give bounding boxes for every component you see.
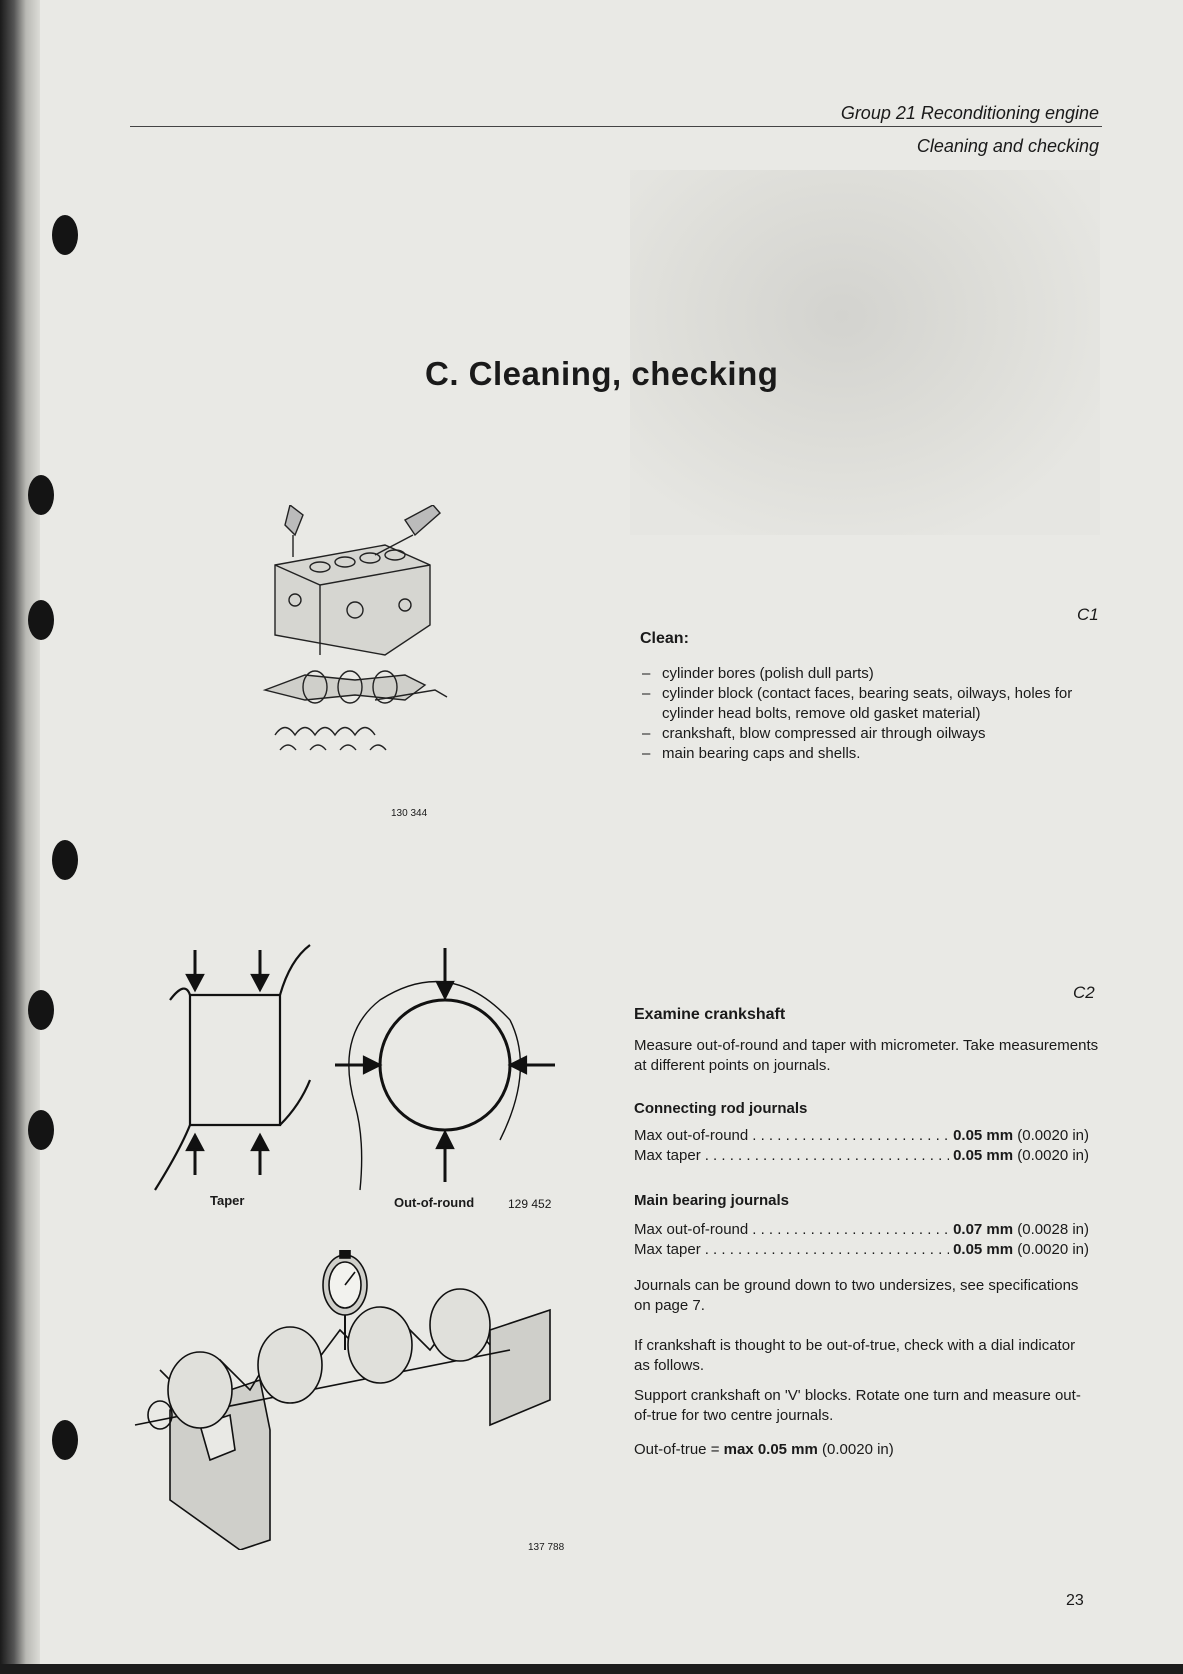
binder-hole: [52, 1420, 78, 1460]
scan-bottom-edge: [0, 1664, 1183, 1674]
binder-hole: [28, 600, 54, 640]
list-item: – cylinder bores (polish dull parts): [636, 664, 1101, 684]
binder-hole: [28, 1110, 54, 1150]
out-of-true-limit: Out-of-true = max 0.05 mm (0.0020 in): [634, 1441, 894, 1458]
measurement-intro: Measure out-of-round and taper with micrometer. Take measurements at different points on journals.: [634, 1037, 1099, 1074]
header-group: Group 21 Reconditioning engine: [840, 103, 1099, 123]
main-bearing-spec-table: [634, 1220, 1089, 1260]
measurement-diagram: [150, 940, 560, 1195]
binder-hole: [28, 475, 54, 515]
out-of-round-caption: Out-of-round: [394, 1195, 475, 1210]
main-bearing-heading: Main bearing journals: [634, 1192, 790, 1209]
binder-hole: [52, 215, 78, 255]
list-item: – cylinder block (contact faces, bearing seats, oilways, holes for cylinder head bolts, remove old gasket material): [636, 684, 1101, 724]
bleed-through-photo: [630, 170, 1100, 535]
clean-list: [636, 664, 1101, 764]
out-of-true-intro: If crankshaft is thought to be out-of-true, check with a dial indicator as follows.: [634, 1337, 1076, 1374]
taper-caption: Taper: [210, 1193, 245, 1208]
examine-crankshaft-heading: Examine crankshaft: [634, 1006, 786, 1023]
engine-block-illustration: [255, 505, 455, 835]
figure-tag-c1: C1: [1077, 605, 1099, 624]
list-item: – crankshaft, blow compressed air through oilways: [636, 724, 1101, 744]
binder-hole: [52, 840, 78, 880]
spec-row: Max out-of-round . . . 0.07 mm (0.0028 in): [634, 1220, 1089, 1240]
undersize-note: Journals can be ground down to two undersizes, see specifications on page 7.: [634, 1277, 1079, 1314]
section-title: C. Cleaning, checking: [425, 355, 779, 392]
conrod-spec-table: [634, 1126, 1089, 1166]
spec-row: Max taper . . . 0.05 mm (0.0020 in): [634, 1146, 1089, 1166]
figure-number: 129 452: [508, 1197, 552, 1211]
clean-heading: Clean:: [640, 630, 689, 647]
page-number: 23: [1066, 1592, 1084, 1609]
conrod-heading: Connecting rod journals: [634, 1100, 808, 1117]
dial-indicator-illustration: [130, 1250, 570, 1550]
page-binding-edge: [0, 0, 40, 1674]
list-item: – main bearing caps and shells.: [636, 744, 1101, 764]
spec-row: Max taper . . . 0.05 mm (0.0020 in): [634, 1240, 1089, 1260]
binder-hole: [28, 990, 54, 1030]
header-section: Cleaning and checking: [916, 136, 1099, 156]
figure-number: 137 788: [528, 1542, 565, 1553]
header-rule: [130, 126, 1102, 127]
support-note: Support crankshaft on 'V' blocks. Rotate one turn and measure out-of-true for two centre journals.: [634, 1387, 1081, 1424]
spec-row: Max out-of-round . . . 0.05 mm (0.0020 in): [634, 1126, 1089, 1146]
figure-tag-c2: C2: [1073, 983, 1095, 1002]
figure-number: 130 344: [391, 808, 428, 819]
